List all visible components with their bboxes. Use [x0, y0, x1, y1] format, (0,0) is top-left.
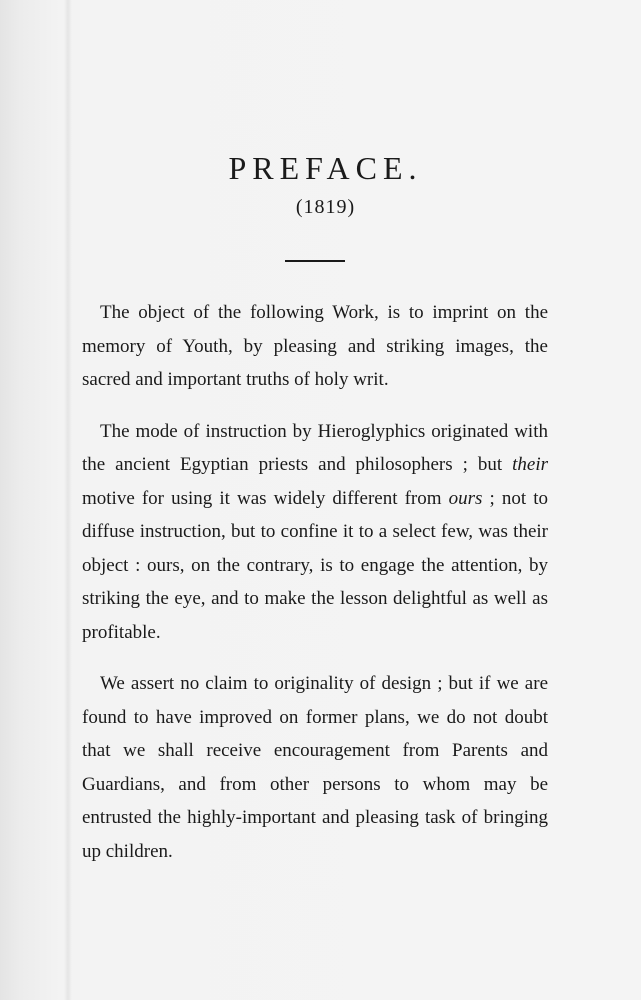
- paragraph-1: The object of the following Work, is to imprint on the memory of Youth, by pleasing and striking images, the sacred and important truths of holy writ.: [82, 302, 548, 390]
- preface-year: (1819): [295, 196, 356, 218]
- paragraph-2-text: motive for using it was widely different from: [82, 487, 449, 509]
- paragraph-2-text: The mode of instruction by Hieroglyphics originated with the ancient Egyptian priests and philosophers ; but: [82, 420, 548, 475]
- paragraph-2: [82, 415, 548, 650]
- emphasis-their: their: [512, 454, 548, 475]
- preface-body: [82, 296, 548, 886]
- title-divider-rule: [285, 260, 345, 262]
- paragraph-2-text: ; not to diffuse instruction, but to confine it to a select few, was their object : ours, on the contrary, is to engage the attention, by striking the eye, and to make the lesson delightful as well as profitable.: [82, 487, 548, 643]
- emphasis-ours: ours: [448, 487, 483, 509]
- page-title: PREFACE.: [228, 150, 423, 186]
- paragraph-3: We assert no claim to originality of design ; but if we are found to have improved on former plans, we do not doubt that we shall receive encouragement from Parents and Guardians, and from other persons to whom may be entrusted the highly-important and pleasing task of bringing up children.: [82, 673, 548, 862]
